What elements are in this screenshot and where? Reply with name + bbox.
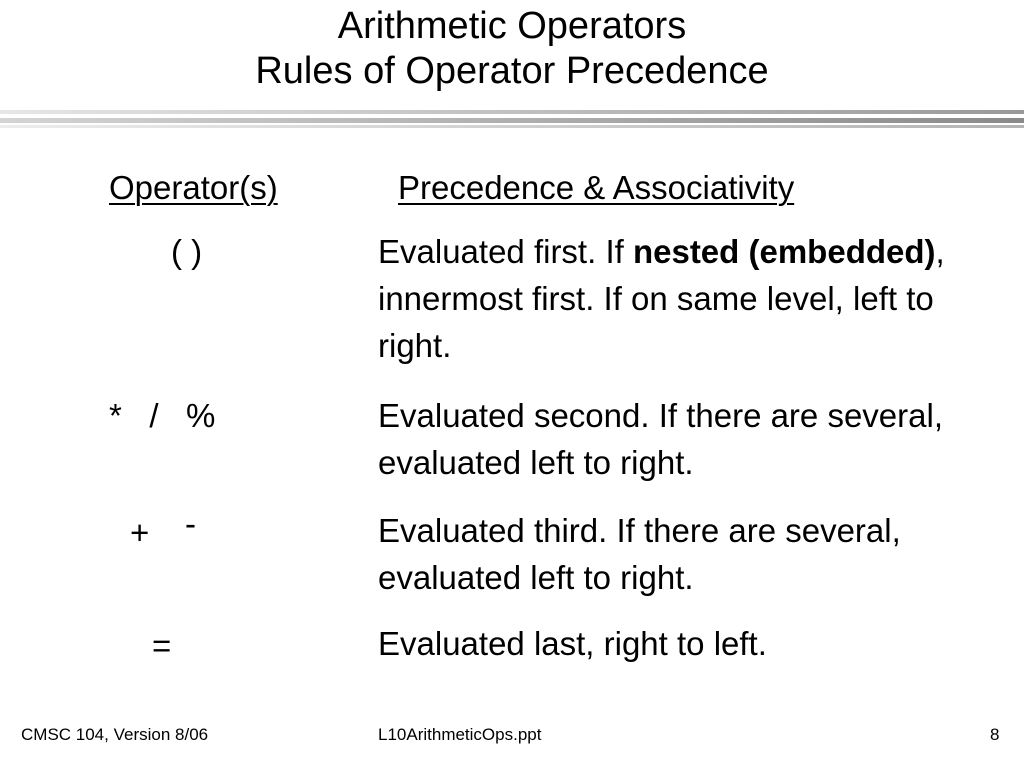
precedence-description-multiplicative: Evaluated second. If there are several, evaluated left to right. [378,397,943,481]
operators-column-header: Operator(s) [109,169,278,206]
nested-keyword: nested [632,233,740,270]
footer-page-number: 8 [990,725,1000,744]
title-line-2: Rules of Operator Precedence [255,50,769,92]
operator-parentheses: ( ) [171,233,203,270]
operator-minus: - [185,505,196,542]
title-divider-bar [0,110,1024,114]
title-divider-bar [0,118,1024,123]
embedded-keyword: (embedded) [748,233,936,270]
operator-plus: + [130,514,150,551]
precedence-description-parentheses: Evaluated first. If nested (embedded), innermost first. If on same level, left to right. [378,233,945,364]
precedence-description-assignment: Evaluated last, right to left. [378,625,767,662]
title-line-1: Arithmetic Operators [337,5,687,47]
precedence-description-additive: Evaluated third. If there are several, evaluated left to right. [378,512,901,596]
footer-filename: L10ArithmeticOps.ppt [378,725,542,744]
slide-title [0,0,1024,94]
title-divider-bar [0,125,1024,128]
footer-course-version: CMSC 104, Version 8/06 [21,725,209,744]
operator-assignment: = [152,627,172,664]
operator-multiplicative: * / % [109,397,216,434]
precedence-column-header: Precedence & Associativity [398,169,795,206]
